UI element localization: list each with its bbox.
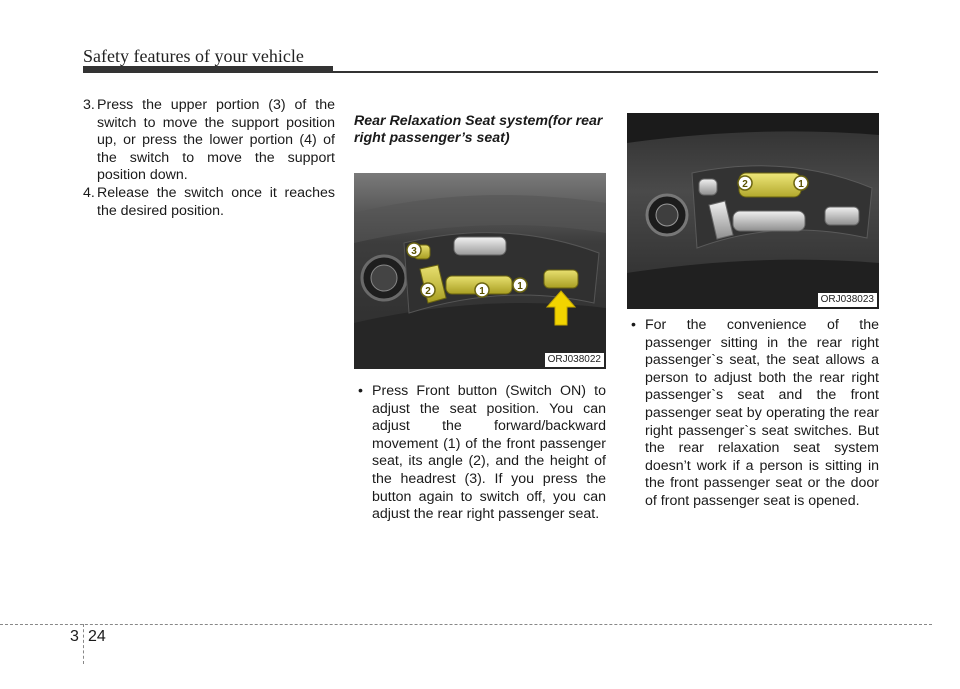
header-rule-thin bbox=[83, 71, 878, 73]
step-4 bbox=[83, 185, 335, 220]
figure-label: ORJ038022 bbox=[545, 353, 604, 367]
figure-orj038022 bbox=[354, 173, 606, 369]
bullet-dot: • bbox=[631, 317, 636, 333]
callout-3: 3 bbox=[411, 246, 417, 257]
bullet-text: Press Front button (Switch ON) to adjust the seat position. You can adjust the forward/backward movement (1) of the front passenger seat, its angle (2), and the height of the headrest (3). If you press the button again to switch off, you can adjust the rear right passenger seat. bbox=[372, 383, 606, 523]
bullet-text: For the convenience of the passenger sitting in the rear right passenger`s seat, the seat allows a person to adjust both the rear right passenger`s seat and the front passenger seat by operating the rear right passenger`s seat switches. But the rear relaxation seat system doesn’t work if a person is sitting in the front passenger seat or the door of front passenger seat is opened. bbox=[645, 317, 879, 509]
column-left bbox=[83, 97, 335, 220]
bullet-dot: • bbox=[358, 383, 363, 399]
step-number: 4. bbox=[83, 184, 95, 201]
callout-1: 1 bbox=[798, 179, 804, 190]
page-number: 24 bbox=[88, 628, 106, 645]
page-header-title: Safety features of your vehicle bbox=[83, 46, 304, 66]
section-title: Rear Relaxation Seat system(for rear right passenger’s seat) bbox=[354, 113, 603, 146]
seat-switch-photo-2 bbox=[627, 113, 879, 309]
footer-dashed-rule bbox=[0, 624, 932, 625]
step-number: 3. bbox=[83, 97, 95, 113]
callout-2: 2 bbox=[425, 286, 431, 297]
figure-label: ORJ038023 bbox=[818, 293, 877, 307]
step-text: Press the upper portion (3) of the switch to move the support position up, or press the lower portion (4) of the switch to move the support position down. bbox=[97, 97, 335, 184]
step-text: Release the switch once it reaches the desired position. bbox=[97, 184, 335, 219]
callout-2: 2 bbox=[742, 179, 748, 190]
column-right bbox=[627, 113, 879, 511]
column-middle bbox=[354, 113, 606, 524]
callout-1a: 1 bbox=[479, 286, 485, 297]
step-3 bbox=[83, 97, 335, 185]
bullet-convenience bbox=[627, 317, 879, 511]
seat-switch-photo-1 bbox=[354, 173, 606, 369]
callout-1b: 1 bbox=[517, 281, 523, 292]
bullet-front-button bbox=[354, 383, 606, 524]
chapter-number: 3 bbox=[70, 628, 79, 645]
figure-orj038023 bbox=[627, 113, 879, 309]
footer-dashed-divider bbox=[83, 624, 84, 664]
